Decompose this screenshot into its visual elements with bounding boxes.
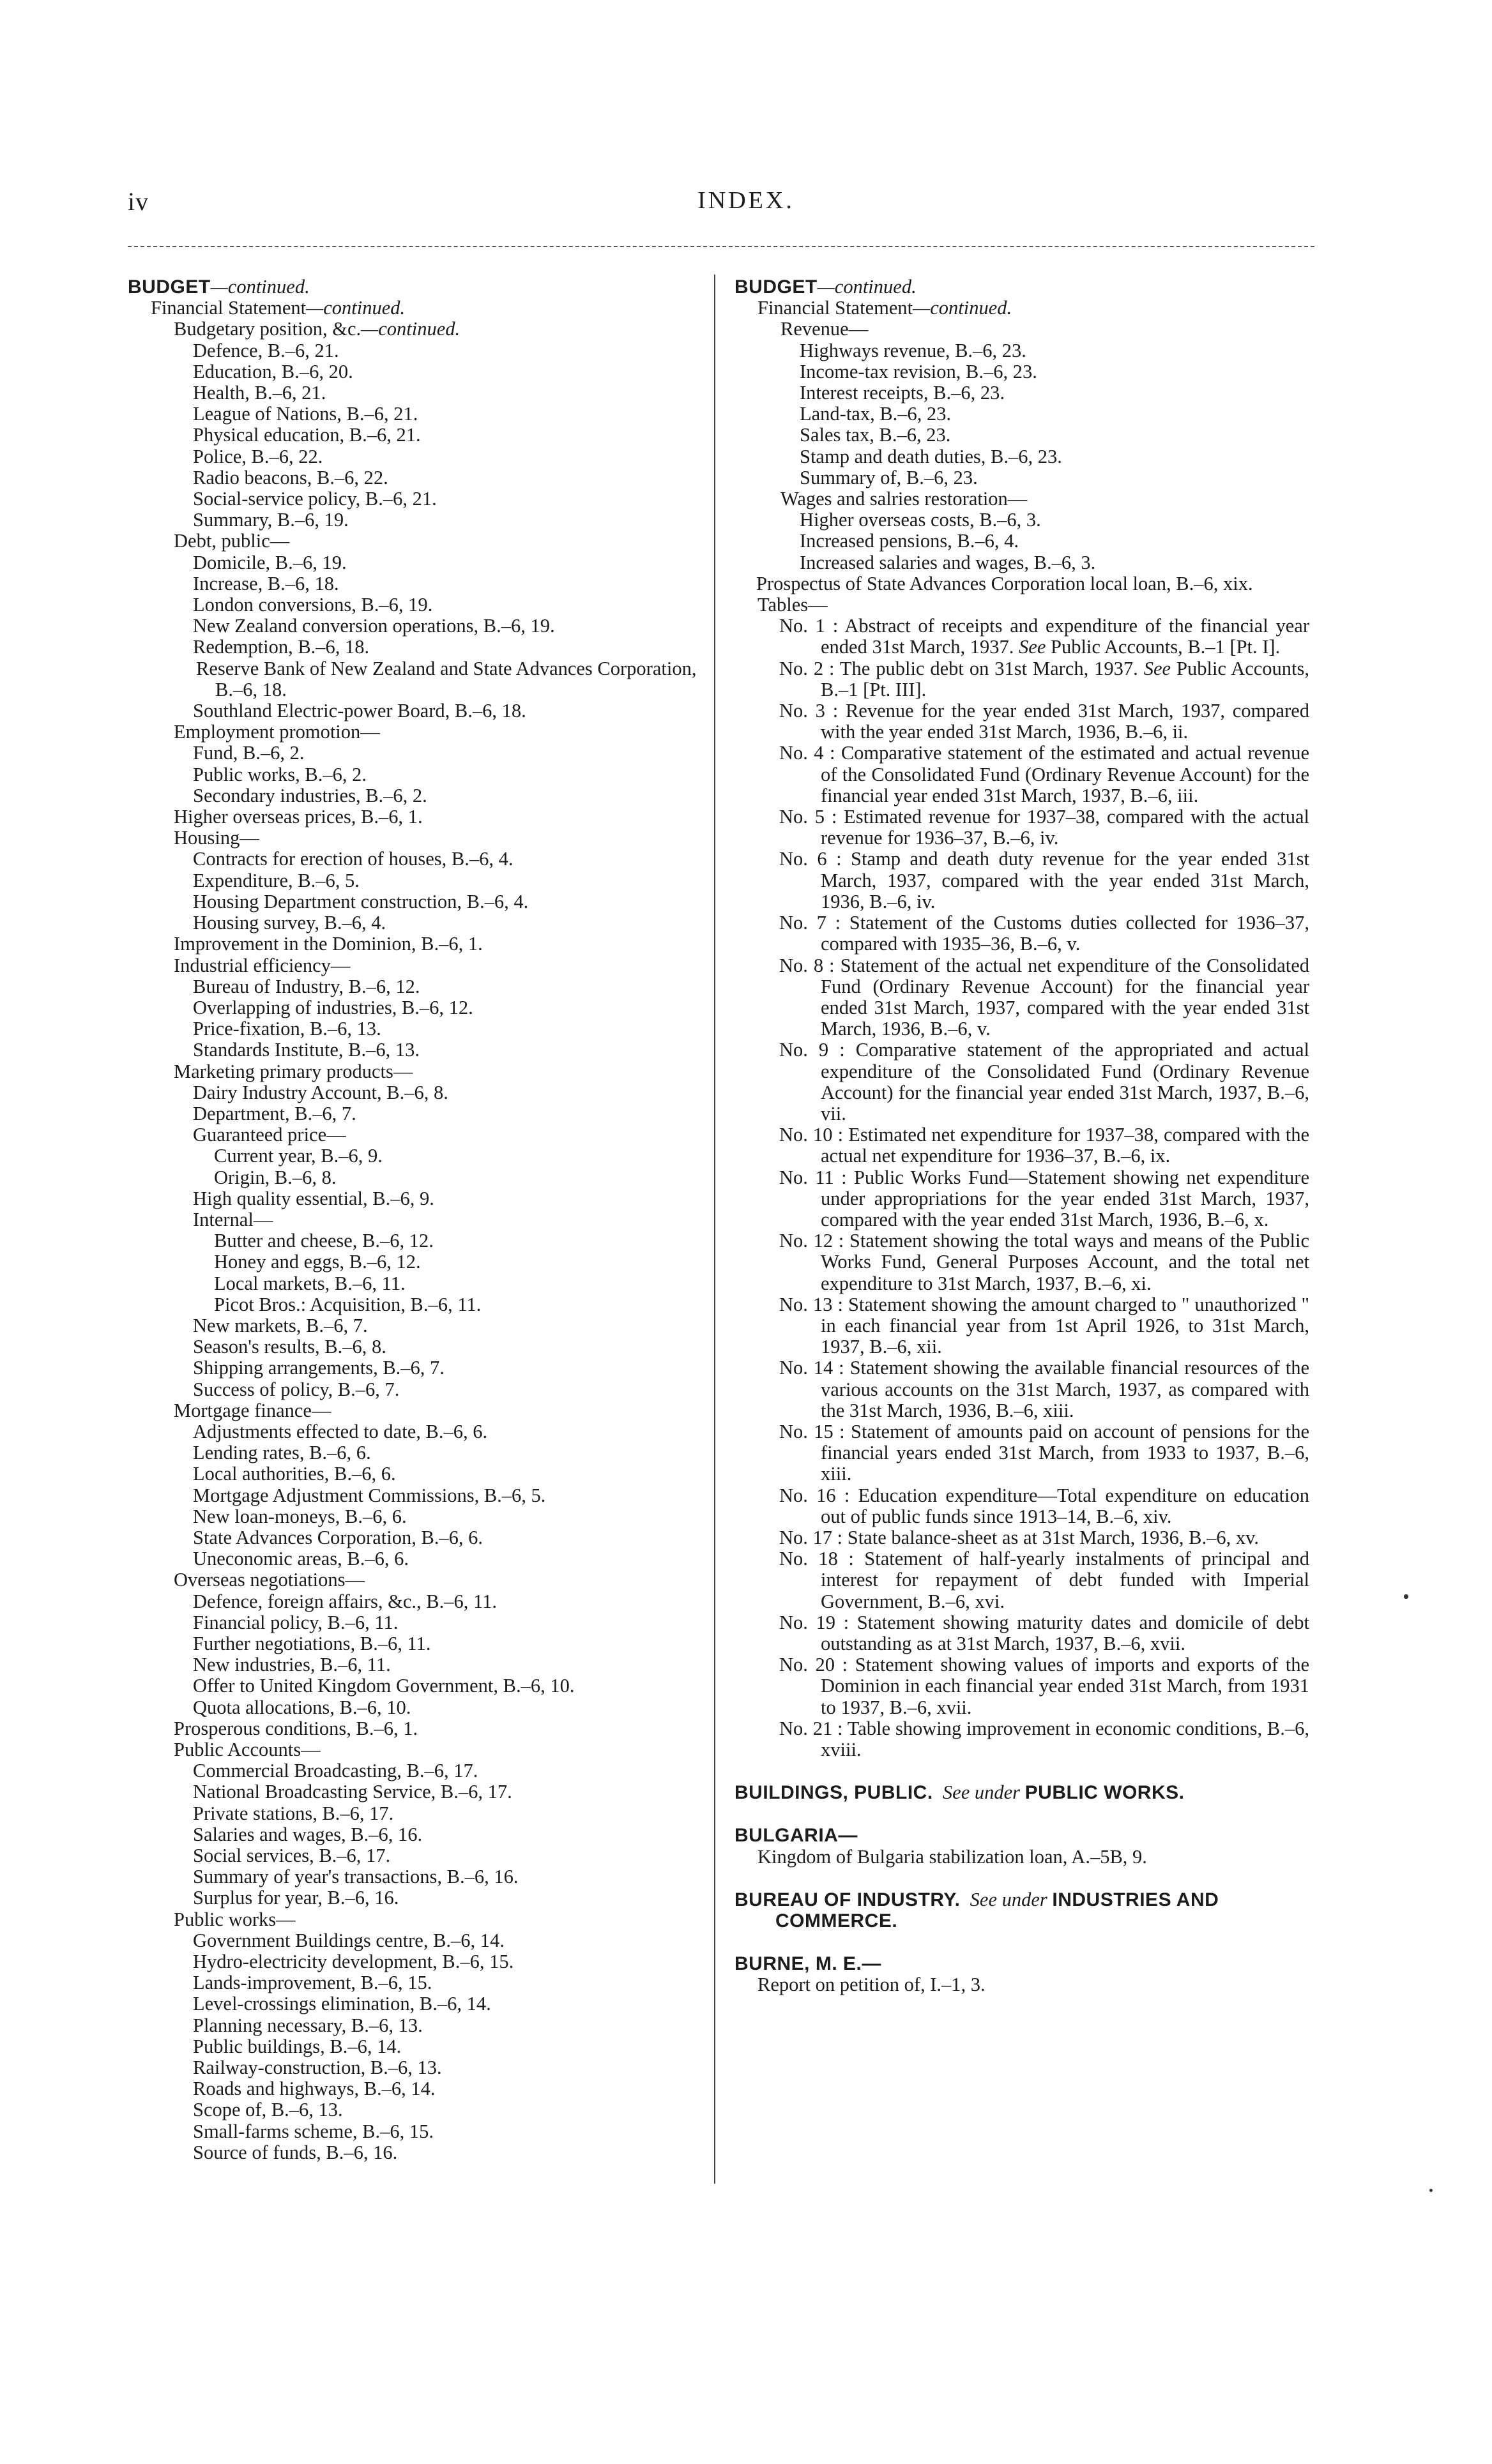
index-line: Increase, B.–6, 18. <box>193 572 339 594</box>
index-line: Sales tax, B.–6, 23. <box>800 424 951 446</box>
page-number: iv <box>128 187 149 216</box>
index-subhead: Tables— <box>757 594 828 616</box>
index-line: Summary of, B.–6, 23. <box>800 466 978 488</box>
entry-heading: BULGARIA— <box>735 1825 858 1847</box>
index-line: Picot Bros.: Acquisition, B.–6, 11. <box>214 1293 482 1315</box>
index-subhead: Overseas negotiations— <box>174 1569 365 1591</box>
index-line: Small-farms scheme, B.–6, 15. <box>193 2120 434 2142</box>
index-line: Summary of year's transactions, B.–6, 16. <box>193 1866 519 1888</box>
index-line: Planning necessary, B.–6, 13. <box>193 2014 423 2036</box>
index-line: Summary, B.–6, 19. <box>193 509 349 531</box>
index-line: Salaries and wages, B.–6, 16. <box>193 1823 423 1845</box>
index-line: Commercial Broadcasting, B.–6, 17. <box>193 1760 478 1782</box>
margin-speck <box>1429 2189 1433 2192</box>
index-line: Department, B.–6, 7. <box>193 1102 356 1124</box>
index-line: Lands-improvement, B.–6, 15. <box>193 1972 432 1994</box>
index-subhead: Prosperous conditions, B.–6, 1. <box>174 1717 418 1739</box>
entry-heading: BUDGET—continued. <box>735 276 917 298</box>
index-line: Highways revenue, B.–6, 23. <box>800 339 1026 361</box>
subheading: Financial Statement—continued. <box>757 297 1012 319</box>
index-line: Surplus for year, B.–6, 16. <box>193 1887 399 1909</box>
index-line: Land-tax, B.–6, 23. <box>800 403 952 425</box>
table-entry: No. 7 : Statement of the Customs duties collected for 1936–37, compared with 1935–36, B.–6, v. <box>779 912 1310 955</box>
index-line: Southland Electric-power Board, B.–6, 18. <box>193 700 526 722</box>
index-line: Uneconomic areas, B.–6, 6. <box>193 1548 409 1570</box>
index-subhead: Revenue— <box>780 318 869 340</box>
subheading: Budgetary position, &c.—continued. <box>174 318 461 340</box>
index-line: Financial policy, B.–6, 11. <box>193 1611 399 1633</box>
index-line: Health, B.–6, 21. <box>193 382 326 404</box>
table-entry: No. 16 : Education expenditure—Total expenditure on education out of public funds since 1913–14, B.–6, xiv. <box>779 1484 1309 1527</box>
table-entry: No. 8 : Statement of the actual net expenditure of the Consolidated Fund (Ordinary Revenue Account) for the financial year ended 31st March, 1937, compared with the year ended 31st March, 1936, B.–6, v. <box>779 954 1310 1040</box>
spacer <box>735 1868 1309 1889</box>
index-line: New loan-moneys, B.–6, 6. <box>193 1505 407 1527</box>
index-subhead: Higher overseas prices, B.–6, 1. <box>174 806 423 828</box>
index-line: New Zealand conversion operations, B.–6, 19. <box>193 615 555 637</box>
index-line: Social-service policy, B.–6, 21. <box>193 488 437 510</box>
entry-heading: BUILDINGS, PUBLIC. See under PUBLIC WORKS. <box>735 1781 1185 1804</box>
index-line: Current year, B.–6, 9. <box>214 1145 383 1167</box>
index-subhead: Public works— <box>174 1908 296 1930</box>
index-subhead: Mortgage finance— <box>174 1399 331 1421</box>
index-line: Report on petition of, I.–1, 3. <box>757 1974 986 1996</box>
index-line: State Advances Corporation, B.–6, 6. <box>193 1526 483 1548</box>
index-line: Public buildings, B.–6, 14. <box>193 2035 402 2057</box>
index-line: Secondary industries, B.–6, 2. <box>193 784 427 806</box>
index-line: Physical education, B.–6, 21. <box>193 424 421 446</box>
index-line: New industries, B.–6, 11. <box>193 1654 391 1676</box>
index-line: Offer to United Kingdom Government, B.–6, 10. <box>193 1675 575 1697</box>
spacer <box>735 1803 1309 1825</box>
table-entry: No. 11 : Public Works Fund—Statement showing net expenditure under appropriations for the year ended 31st March, 1937, compared with the year ended 31st March, 1936, B.–6, x. <box>779 1166 1309 1230</box>
entry-heading: BURNE, M. E.— <box>735 1953 881 1975</box>
index-line: Quota allocations, B.–6, 10. <box>193 1696 411 1718</box>
index-line: League of Nations, B.–6, 21. <box>193 403 418 425</box>
index-line: Prospectus of State Advances Corporation local loan, B.–6, xix. <box>756 572 1253 594</box>
table-entry: No. 6 : Stamp and death duty revenue for the year ended 31st March, 1937, compared with the year ended 31st March, 1936, B.–6, iv. <box>779 848 1309 912</box>
index-line: Butter and cheese, B.–6, 12. <box>214 1230 434 1252</box>
index-line: New markets, B.–6, 7. <box>193 1314 368 1336</box>
subheading: Financial Statement—continued. <box>151 297 406 319</box>
index-line: Government Buildings centre, B.–6, 14. <box>193 1929 505 1951</box>
index-line: Private stations, B.–6, 17. <box>193 1802 394 1824</box>
index-line: Police, B.–6, 22. <box>193 445 323 467</box>
table-entry: No. 20 : Statement showing values of imports and exports of the Dominion in each financial year ended 31st March, from 1931 to 1937, B.–6, xvii. <box>779 1654 1310 1718</box>
index-line: Scope of, B.–6, 13. <box>193 2099 343 2121</box>
index-line: Public works, B.–6, 2. <box>193 763 367 785</box>
index-line: Origin, B.–6, 8. <box>214 1166 337 1188</box>
table-entry: No. 1 : Abstract of receipts and expenditure of the financial year ended 31st March, 1937. See Public Accounts, B.–1 [Pt. I]. <box>779 615 1309 658</box>
index-line: Season's results, B.–6, 8. <box>193 1336 386 1358</box>
table-entry: No. 15 : Statement of amounts paid on account of pensions for the financial years ended 31st March, from 1933 to 1937, B.–6, xiii. <box>779 1420 1310 1485</box>
table-entry: No. 9 : Comparative statement of the appropriated and actual expenditure of the Consolidated Fund (Ordinary Revenue Account) for the financial year ended 31st March, 1937, B.–6, vii. <box>779 1039 1310 1124</box>
index-line: Local markets, B.–6, 11. <box>214 1272 406 1294</box>
spacer <box>735 1931 1309 1953</box>
header-rule <box>128 246 1314 247</box>
table-entry: No. 2 : The public debt on 31st March, 1937. See Public Accounts, B.–1 [Pt. III]. <box>779 657 1310 700</box>
index-line: Defence, B.–6, 21. <box>193 339 339 361</box>
index-line: Adjustments effected to date, B.–6, 6. <box>193 1420 488 1442</box>
index-subhead: Industrial efficiency— <box>174 954 351 976</box>
table-entry: No. 13 : Statement showing the amount charged to " unauthorized " in each financial year from 1st April 1926, to 31st March, 1937, B.–6, xii. <box>779 1293 1310 1358</box>
index-line: Hydro-electricity development, B.–6, 15. <box>193 1951 514 1973</box>
margin-speck <box>1404 1594 1408 1599</box>
index-line: Dairy Industry Account, B.–6, 8. <box>193 1081 448 1103</box>
index-line: Local authorities, B.–6, 6. <box>193 1463 396 1485</box>
index-subhead: Guaranteed price— <box>193 1124 346 1146</box>
index-line: Standards Institute, B.–6, 13. <box>193 1039 420 1061</box>
index-line: Kingdom of Bulgaria stabilization loan, A.–5B, 9. <box>757 1845 1147 1868</box>
index-line: Price-fixation, B.–6, 13. <box>193 1018 381 1040</box>
right-column <box>735 276 1309 1996</box>
index-line: Housing survey, B.–6, 4. <box>193 912 386 934</box>
index-line: Reserve Bank of New Zealand and State Advances Corporation, B.–6, 18. <box>196 657 697 700</box>
index-line: Further negotiations, B.–6, 11. <box>193 1633 431 1654</box>
index-line: Higher overseas costs, B.–6, 3. <box>800 509 1041 531</box>
spacer <box>735 1760 1309 1782</box>
table-entry: No. 10 : Estimated net expenditure for 1937–38, compared with the actual net expenditure for 1936–37, B.–6, ix. <box>779 1124 1309 1167</box>
index-line: Overlapping of industries, B.–6, 12. <box>193 996 473 1018</box>
index-subhead: Housing— <box>174 827 259 849</box>
index-line: Level-crossings elimination, B.–6, 14. <box>193 1993 491 2015</box>
index-line: Railway-construction, B.–6, 13. <box>193 2057 442 2079</box>
index-subhead: Debt, public— <box>174 530 290 552</box>
table-entry: No. 21 : Table showing improvement in economic conditions, B.–6, xviii. <box>779 1717 1309 1761</box>
index-line: Social services, B.–6, 17. <box>193 1845 391 1867</box>
index-line: London conversions, B.–6, 19. <box>193 594 433 616</box>
table-entry: No. 4 : Comparative statement of the estimated and actual revenue of the Consolidated Fund (Ordinary Revenue Account) for the financial year ended 31st March, 1937, B.–6, iii. <box>779 742 1309 806</box>
index-line: Interest receipts, B.–6, 23. <box>800 382 1005 404</box>
index-line: Domicile, B.–6, 19. <box>193 551 347 573</box>
table-entry: No. 17 : State balance-sheet as at 31st March, 1936, B.–6, xv. <box>779 1526 1260 1548</box>
index-line: Increased pensions, B.–6, 4. <box>800 530 1019 552</box>
index-line: Income-tax revision, B.–6, 23. <box>800 360 1037 382</box>
index-line: Expenditure, B.–6, 5. <box>193 869 360 891</box>
index-subhead: Public Accounts— <box>174 1739 321 1761</box>
entry-heading: BUREAU OF INDUSTRY. See under INDUSTRIES AND COMMERCE. <box>735 1888 1219 1932</box>
column-divider <box>714 275 715 2184</box>
index-line: Radio beacons, B.–6, 22. <box>193 466 388 488</box>
entry-heading: BUDGET—continued. <box>128 276 310 298</box>
index-line: Stamp and death duties, B.–6, 23. <box>800 445 1062 467</box>
index-line: Roads and highways, B.–6, 14. <box>193 2078 436 2100</box>
table-entry: No. 12 : Statement showing the total ways and means of the Public Works Fund, General Purposes Account, and the total net expenditure to 31st March, 1937, B.–6, xi. <box>779 1230 1309 1294</box>
index-line: Honey and eggs, B.–6, 12. <box>214 1251 421 1273</box>
index-line: Increased salaries and wages, B.–6, 3. <box>800 551 1096 573</box>
index-line: Success of policy, B.–6, 7. <box>193 1378 400 1400</box>
index-line: High quality essential, B.–6, 9. <box>193 1187 434 1209</box>
index-line: Education, B.–6, 20. <box>193 360 353 382</box>
table-entry: No. 3 : Revenue for the year ended 31st March, 1937, compared with the year ended 31st March, 1936, B.–6, ii. <box>779 700 1309 743</box>
table-entry: No. 18 : Statement of half-yearly instalments of principal and interest for repayment of debt funded with Imperial Government, B.–6, xvi. <box>779 1548 1310 1612</box>
index-subhead: Improvement in the Dominion, B.–6, 1. <box>174 933 483 955</box>
index-line: Mortgage Adjustment Commissions, B.–6, 5. <box>193 1484 546 1506</box>
tables-list <box>735 616 1309 1760</box>
index-line: Redemption, B.–6, 18. <box>193 636 370 658</box>
index-line: Source of funds, B.–6, 16. <box>193 2141 398 2163</box>
index-line: Bureau of Industry, B.–6, 12. <box>193 975 420 997</box>
table-entry: No. 19 : Statement showing maturity dates and domicile of debt outstanding as at 31st March, 1937, B.–6, xvii. <box>779 1611 1309 1654</box>
index-line: Lending rates, B.–6, 6. <box>193 1442 371 1464</box>
index-subhead: Employment promotion— <box>174 721 380 743</box>
index-subhead: Wages and salries restoration— <box>780 488 1028 510</box>
index-subhead: Internal— <box>193 1208 273 1230</box>
table-entry: No. 14 : Statement showing the available financial resources of the various accounts on the 31st March, 1937, as compared with the 31st March, 1936, B.–6, xiii. <box>779 1357 1310 1421</box>
index-line: Shipping arrangements, B.–6, 7. <box>193 1357 445 1379</box>
index-line: Fund, B.–6, 2. <box>193 742 305 764</box>
index-line: Contracts for erection of houses, B.–6, 4. <box>193 848 514 870</box>
running-title: INDEX. <box>697 187 795 214</box>
left-column <box>128 276 703 2163</box>
index-line: Defence, foreign affairs, &c., B.–6, 11. <box>193 1590 497 1612</box>
index-line: National Broadcasting Service, B.–6, 17. <box>193 1781 512 1803</box>
index-subhead: Marketing primary products— <box>174 1060 413 1082</box>
table-entry: No. 5 : Estimated revenue for 1937–38, compared with the actual revenue for 1936–37, B.–6, iv. <box>779 806 1310 849</box>
index-line: Housing Department construction, B.–6, 4. <box>193 890 529 912</box>
